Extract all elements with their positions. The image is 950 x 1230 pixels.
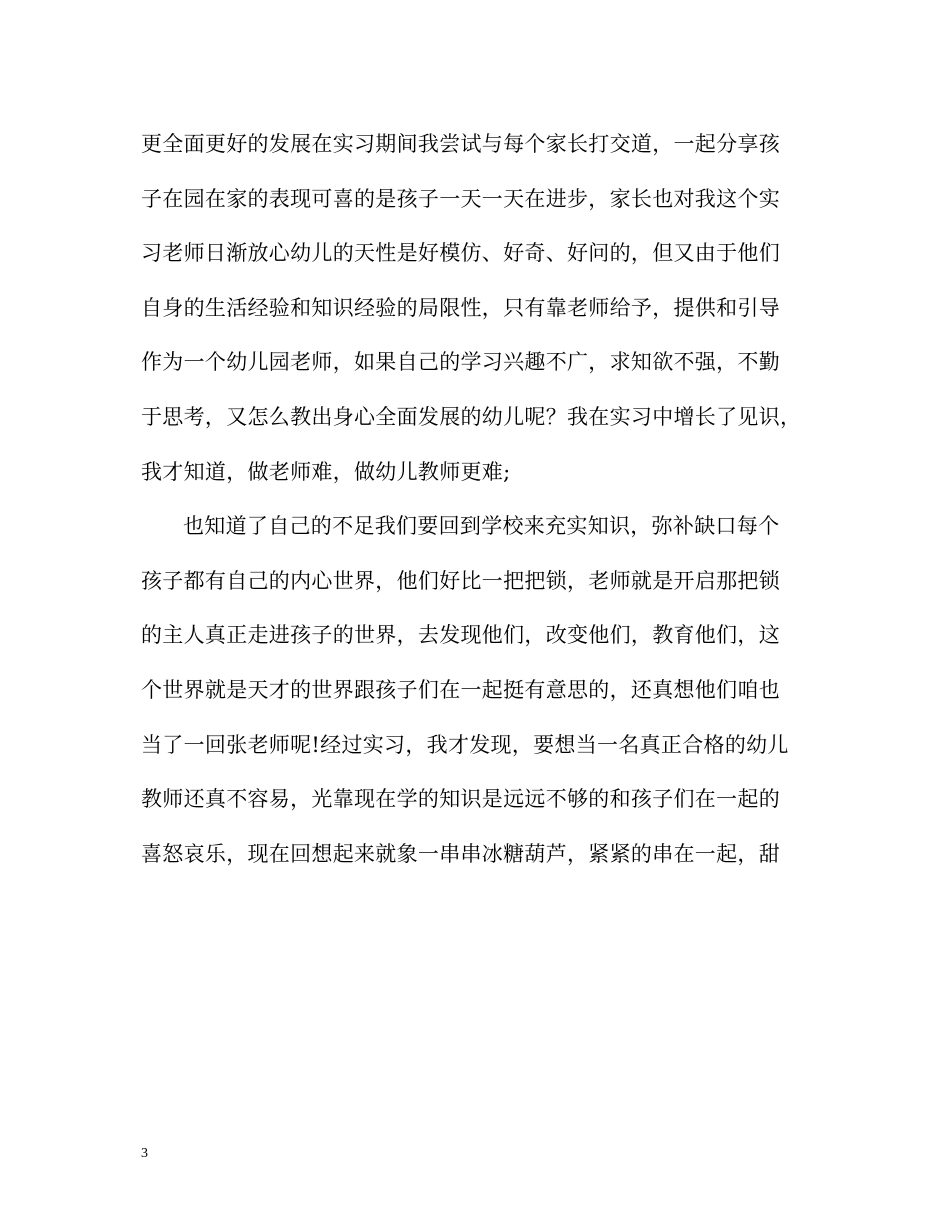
text-line: 个世界就是天才的世界跟孩子们在一起挺有意思的，还真想他们咱也 xyxy=(141,677,780,702)
page-number: 3 xyxy=(141,1146,148,1161)
text-line: 习老师日渐放心幼儿的天性是好模仿、好奇、好问的，但又由于他们 xyxy=(141,241,780,266)
text-line: 作为一个幼儿园老师，如果自己的学习兴趣不广，求知欲不强，不勤 xyxy=(141,350,780,375)
paragraph-start-line: 也知道了自己的不足我们要回到学校来充实知识，弥补缺口每个 xyxy=(183,514,780,539)
body-text xyxy=(141,122,811,886)
text-line: 喜怒哀乐，现在回想起来就象一串串冰糖葫芦，紧紧的串在一起，甜 xyxy=(141,841,780,866)
text-line: 子在园在家的表现可喜的是孩子一天一天在进步，家长也对我这个实 xyxy=(141,186,780,211)
text-line: 教师还真不容易，光靠现在学的知识是远远不够的和孩子们在一起的 xyxy=(141,787,780,812)
text-line: 孩子都有自己的内心世界，他们好比一把把锁，老师就是开启那把锁 xyxy=(141,568,780,593)
text-line: 自身的生活经验和知识经验的局限性，只有靠老师给予，提供和引导 xyxy=(141,295,780,320)
text-line: 的主人真正走进孩子的世界，去发现他们，改变他们，教育他们，这 xyxy=(141,623,780,648)
text-line: 当了一回张老师呢!经过实习，我才发现，要想当一名真正合格的幼儿 xyxy=(141,732,789,757)
text-line: 我才知道，做老师难，做幼儿教师更难; xyxy=(141,459,511,484)
text-line: 于思考，又怎么教出身心全面发展的幼儿呢？我在实习中增长了见识， xyxy=(141,404,802,429)
text-line: 更全面更好的发展在实习期间我尝试与每个家长打交道，一起分享孩 xyxy=(141,132,780,156)
